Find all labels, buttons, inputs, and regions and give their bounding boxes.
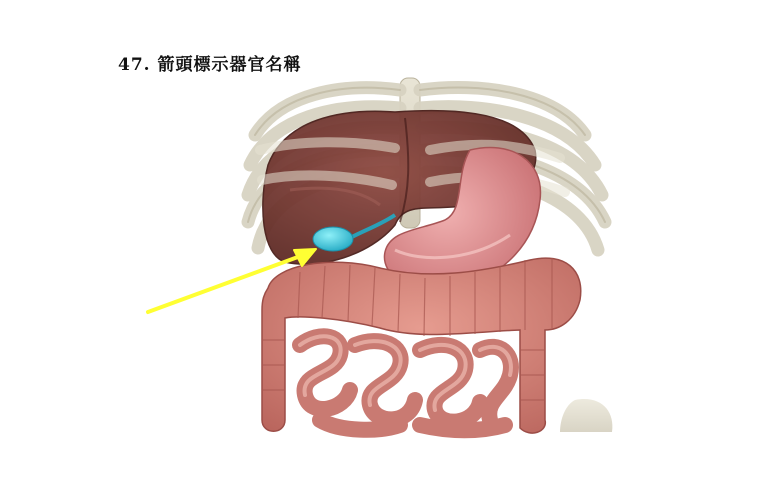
gallbladder [313,227,353,251]
pelvis [560,399,612,432]
small-intestine [300,336,511,430]
question-title: 47. 箭頭標示器官名稱 [118,55,302,75]
